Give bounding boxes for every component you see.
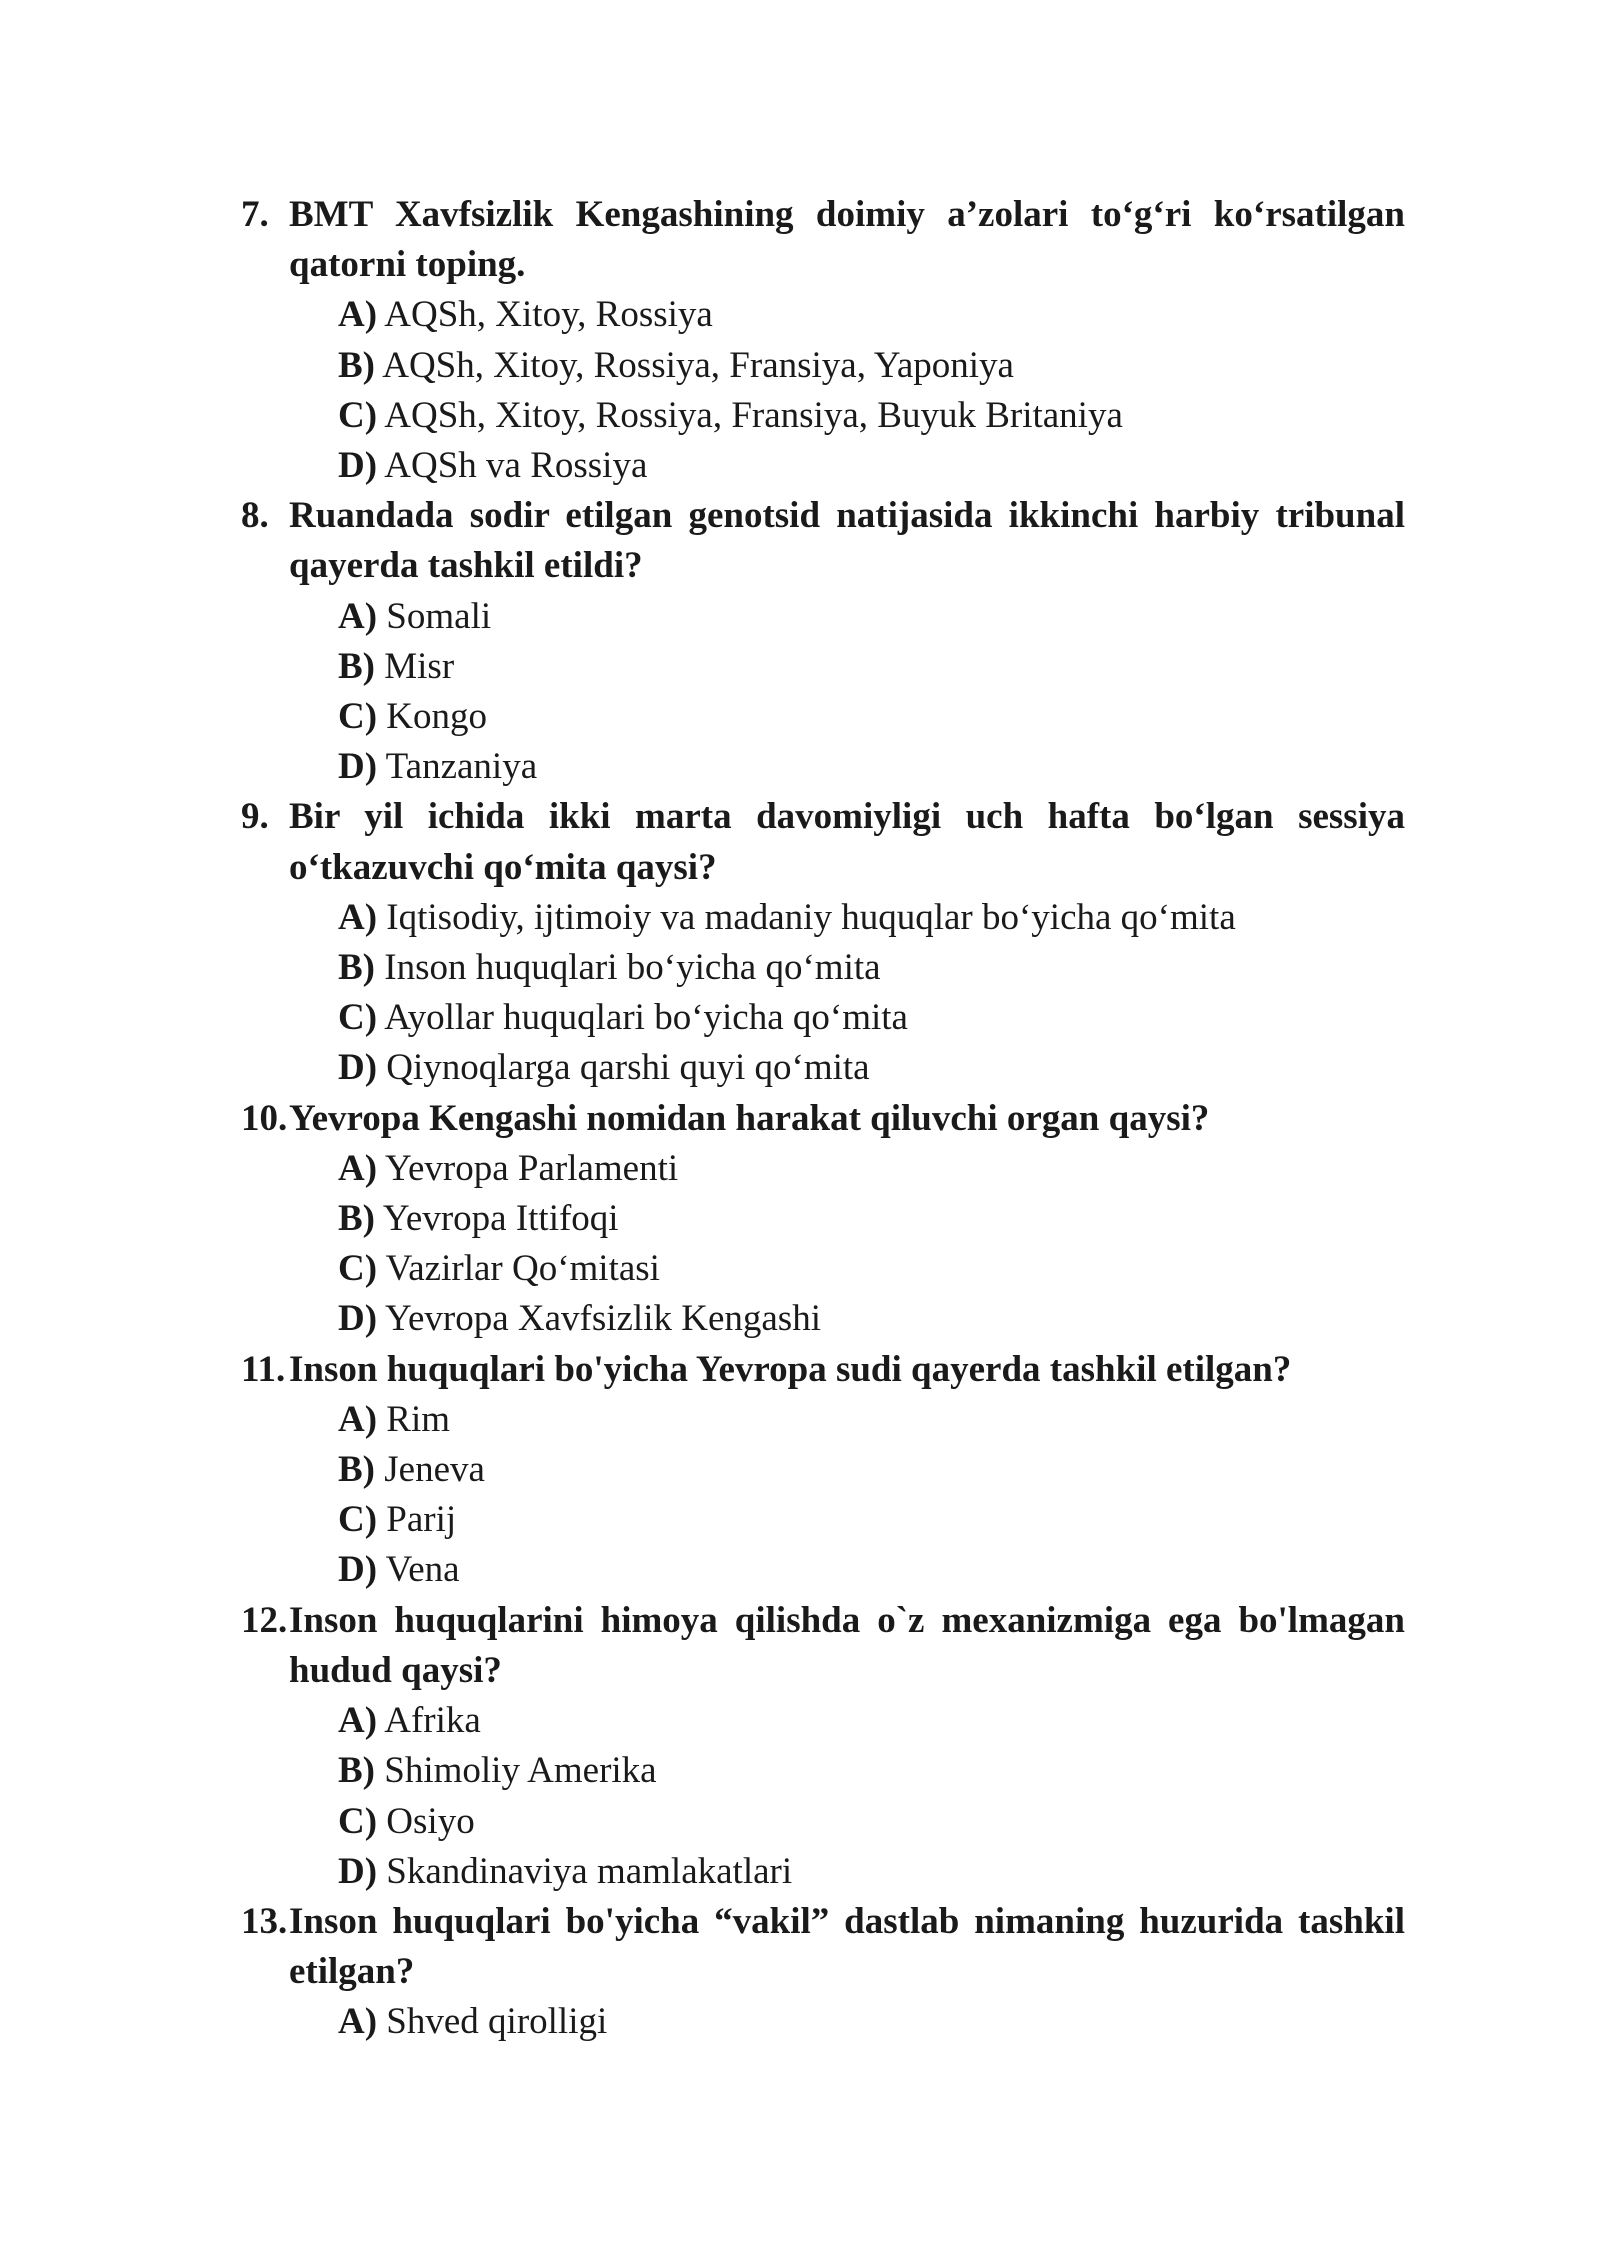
answer-option [338,1696,1405,1746]
answer-options [241,1144,1405,1345]
answer-option [338,1395,1405,1445]
answer-options [241,1395,1405,1596]
option-label: B) [338,1198,375,1240]
answer-option [338,893,1405,943]
answer-option [338,1244,1405,1294]
answer-option [338,1043,1405,1093]
option-text: Skandinaviya mamlakatlari [386,1850,793,1892]
option-label: C) [338,1499,378,1541]
question-header [241,792,1405,892]
option-label: B) [338,645,375,687]
answer-option [338,1545,1405,1595]
question-number: 11. [241,1348,286,1390]
question-text: Inson huquqlari bo'yicha “vakil” dastlab nimaning huzurida tashkil etilgan? [289,1900,1405,1993]
question-number: 9. [241,796,269,838]
option-label: B) [338,1449,375,1491]
option-label: C) [338,997,378,1039]
option-label: D) [338,445,378,487]
option-text: Tanzaniya [385,746,538,788]
answer-option [338,391,1405,441]
option-label: D) [338,1549,378,1591]
option-label: A) [338,595,378,637]
option-label: B) [338,947,375,989]
answer-option [338,692,1405,742]
option-label: D) [338,1850,378,1892]
question-header [241,190,1405,290]
answer-option [338,341,1405,391]
answer-options [241,592,1405,793]
question-9 [241,792,1405,1093]
option-text: Vazirlar Qo‘mitasi [385,1248,660,1290]
question-header [241,1596,1405,1696]
question-text: BMT Xavfsizlik Kengashining doimiy a’zolari to‘g‘ri ko‘rsatilgan qatorni toping. [289,194,1405,286]
option-text: Osiyo [386,1800,475,1842]
option-label: A) [338,2001,378,2043]
option-label: C) [338,1248,378,1290]
question-number: 8. [241,495,269,537]
option-text: AQSh, Xitoy, Rossiya, Fransiya, Buyuk Britaniya [384,394,1123,436]
answer-options [241,1696,1405,1897]
answer-option [338,943,1405,993]
option-text: AQSh, Xitoy, Rossiya, Fransiya, Yaponiya [382,344,1014,386]
answer-options [241,290,1405,491]
option-text: AQSh, Xitoy, Rossiya [384,294,713,336]
question-number: 12. [241,1599,288,1641]
option-text: Vena [385,1549,460,1591]
answer-options [241,893,1405,1094]
question-text: Yevropa Kengashi nomidan harakat qiluvchi organ qaysi? [289,1097,1210,1139]
answer-option [338,642,1405,692]
answer-option [338,290,1405,340]
option-text: Shimoliy Amerika [384,1750,657,1792]
question-text: Inson huquqlari bo'yicha Yevropa sudi qayerda tashkil etilgan? [289,1348,1292,1390]
option-label: B) [338,344,375,386]
option-text: Afrika [384,1700,481,1742]
question-header [241,1094,1405,1144]
option-text: Parij [386,1499,457,1541]
option-label: C) [338,1800,378,1842]
question-10 [241,1094,1405,1345]
option-text: Misr [384,645,455,687]
question-number: 7. [241,194,269,235]
answer-option [338,1847,1405,1897]
question-number: 13. [241,1900,288,1942]
option-label: C) [338,394,378,436]
question-header [241,1897,1405,1997]
answer-option [338,1445,1405,1495]
option-text: Shved qirolligi [386,2001,608,2043]
option-text: AQSh va Rossiya [384,445,648,487]
option-text: Iqtisodiy, ijtimoiy va madaniy huquqlar bo‘yicha qo‘mita [386,896,1236,938]
question-header [241,491,1405,591]
option-text: Yevropa Xavfsizlik Kengashi [384,1298,821,1340]
option-text: Jeneva [384,1449,485,1491]
question-8 [241,491,1405,792]
option-label: D) [338,746,378,788]
answer-option [338,742,1405,792]
answer-option [338,1746,1405,1796]
answer-option [338,441,1405,491]
question-text: Ruandada sodir etilgan genotsid natijasida ikkinchi harbiy tribunal qayerda tashkil etildi? [289,495,1405,587]
answer-option [338,1144,1405,1194]
answer-option [338,1997,1405,2047]
option-text: Inson huquqlari bo‘yicha qo‘mita [384,947,881,989]
option-text: Rim [386,1398,451,1440]
answer-option [338,592,1405,642]
question-12 [241,1596,1405,1897]
option-text: Qiynoqlarga qarshi quyi qo‘mita [386,1047,870,1089]
answer-option [338,1194,1405,1244]
answer-option [338,1495,1405,1545]
option-label: A) [338,1147,378,1189]
option-text: Ayollar huquqlari bo‘yicha qo‘mita [384,997,908,1039]
option-label: A) [338,1700,378,1742]
answer-option [338,1797,1405,1847]
option-label: C) [338,696,378,738]
quiz-questions [241,190,1405,2048]
question-number: 10. [241,1097,288,1139]
question-header [241,1345,1405,1395]
answer-option [338,993,1405,1043]
option-text: Somali [386,595,492,637]
question-7 [241,190,1405,491]
option-label: D) [338,1298,378,1340]
question-text: Bir yil ichida ikki marta davomiyligi uch hafta bo‘lgan sessiya o‘tkazuvchi qo‘mita qaysi? [289,796,1405,888]
option-text: Yevropa Ittifoqi [382,1198,619,1240]
answer-options [241,1997,1405,2047]
question-text: Inson huquqlarini himoya qilishda o`z mexanizmiga ega bo'lmagan hudud qaysi? [289,1599,1405,1691]
option-text: Kongo [386,696,488,738]
option-label: B) [338,1750,375,1792]
answer-option [338,1294,1405,1344]
option-label: D) [338,1047,378,1089]
option-label: A) [338,896,378,938]
question-13 [241,1897,1405,2048]
question-11 [241,1345,1405,1596]
option-label: A) [338,294,378,336]
option-text: Yevropa Parlamenti [384,1147,679,1189]
option-label: A) [338,1398,378,1440]
